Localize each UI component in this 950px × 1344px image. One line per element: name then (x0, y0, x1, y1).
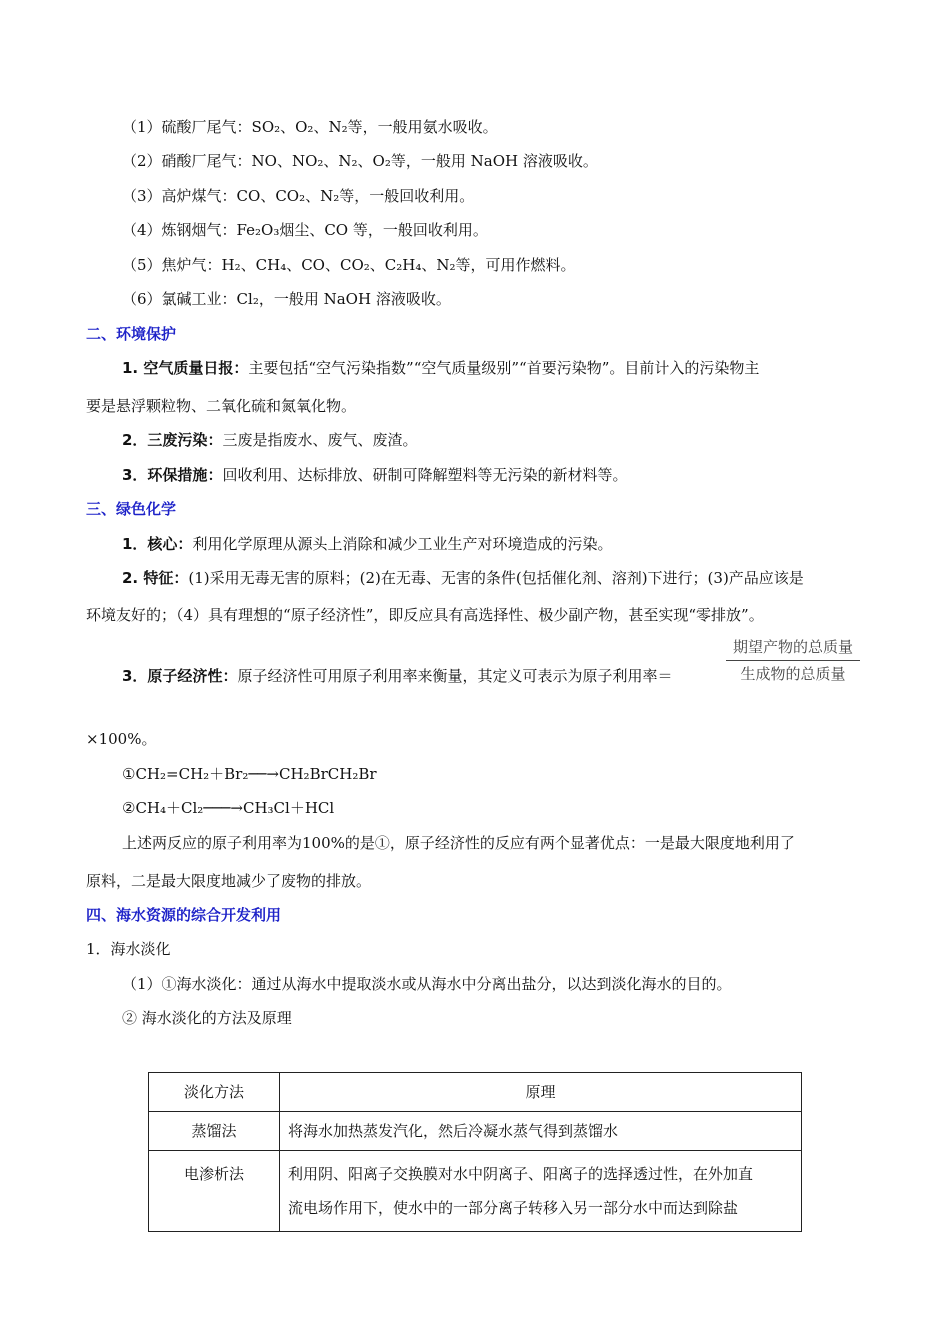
conclusion-paragraph: 上述两反应的原子利用率为100%的是①，原子经济性的反应有两个显著优点：一是最大限度地利用了 (122, 834, 795, 852)
header-method: 淡化方法 (149, 1073, 280, 1112)
atom-economy-label: 3．原子经济性： (122, 667, 238, 685)
atom-economy-tail: ×100%。 (86, 730, 157, 748)
equation-1: ①CH₂=CH₂＋Br₂──→CH₂BrCH₂Br (122, 765, 377, 783)
desalination-subheading: 1．海水淡化 (86, 940, 171, 958)
core-paragraph (122, 534, 612, 554)
air-quality-text-cont: 要是悬浮颗粒物、二氧化硫和氮氧化物。 (86, 397, 357, 415)
table-row (149, 1151, 802, 1232)
features-label: 2. 特征： (122, 569, 189, 587)
three-wastes-label: 2．三废污染： (122, 431, 223, 449)
three-wastes-paragraph (122, 430, 417, 450)
atom-economy-paragraph (122, 666, 672, 686)
gas-item-1: （1）硫酸厂尾气：SO₂、O₂、N₂等，一般用氨水吸收。 (122, 118, 498, 136)
header-principle: 原理 (280, 1073, 802, 1112)
section-heading-green-chemistry: 三、绿色化学 (86, 500, 177, 518)
table-row (149, 1112, 802, 1151)
principle-electrodialysis (280, 1151, 802, 1232)
air-quality-text: 主要包括“空气污染指数”“空气质量级别”“首要污染物”。目前计入的污染物主 (248, 359, 760, 377)
atom-economy-text: 原子经济性可用原子利用率来衡量，其定义可表示为原子利用率＝ (237, 667, 673, 685)
fraction-numerator: 期望产物的总质量 (726, 636, 860, 661)
method-distillation: 蒸馏法 (149, 1112, 280, 1151)
gas-item-3: （3）高炉煤气：CO、CO₂、N₂等，一般回收利用。 (122, 187, 475, 205)
gas-item-5: （5）焦炉气：H₂、CH₄、CO、CO₂、C₂H₄、N₂等，可用作燃料。 (122, 256, 576, 274)
principle-electrodialysis-line1: 利用阴、阳离子交换膜对水中阴离子、阳离子的选择透过性，在外加直 (288, 1165, 754, 1183)
desalination-methods-intro: ② 海水淡化的方法及原理 (122, 1009, 292, 1027)
core-label: 1．核心： (122, 535, 193, 553)
features-text: (1)采用无毒无害的原料；(2)在无毒、无害的条件(包括催化剂、溶剂)下进行；(3)产品应该是 (188, 569, 804, 587)
section-heading-seawater: 四、海水资源的综合开发利用 (86, 906, 282, 924)
fraction-denominator: 生成物的总质量 (740, 665, 846, 683)
principle-electrodialysis-line2: 流电场作用下，使水中的一部分离子转移入另一部分水中而达到除盐 (288, 1199, 739, 1217)
principle-distillation: 将海水加热蒸发汽化，然后冷凝水蒸气得到蒸馏水 (280, 1112, 802, 1151)
atom-utilization-fraction (726, 636, 860, 685)
three-wastes-text: 三废是指废水、废气、废渣。 (222, 431, 418, 449)
equation-2: ②CH₄＋Cl₂───→CH₃Cl＋HCl (122, 799, 335, 817)
desalination-table (148, 1072, 802, 1232)
measures-paragraph (122, 465, 627, 485)
gas-item-6: （6）氯碱工业：Cl₂，一般用 NaOH 溶液吸收。 (122, 290, 451, 308)
measures-label: 3．环保措施： (122, 466, 223, 484)
gas-item-2: （2）硝酸厂尾气：NO、NO₂、N₂、O₂等，一般用 NaOH 溶液吸收。 (122, 152, 598, 170)
core-text: 利用化学原理从源头上消除和减少工业生产对环境造成的污染。 (192, 535, 613, 553)
air-quality-paragraph (122, 358, 759, 378)
method-electrodialysis: 电渗析法 (149, 1151, 280, 1232)
measures-text: 回收利用、达标排放、研制可降解塑料等无污染的新材料等。 (222, 466, 628, 484)
desalination-definition: （1）①海水淡化：通过从海水中提取淡水或从海水中分离出盐分，以达到淡化海水的目的。 (122, 975, 732, 993)
conclusion-paragraph-cont: 原料，二是最大限度地减少了废物的排放。 (86, 872, 372, 890)
features-text-cont: 环境友好的；（4）具有理想的“原子经济性”，即反应具有高选择性、极少副产物，甚至实现“零排放”。 (86, 606, 764, 624)
table-header-row (149, 1073, 802, 1112)
section-heading-environment: 二、环境保护 (86, 325, 177, 343)
air-quality-label: 1. 空气质量日报： (122, 359, 249, 377)
features-paragraph (122, 568, 804, 588)
gas-item-4: （4）炼钢烟气：Fe₂O₃烟尘、CO 等，一般回收利用。 (122, 221, 488, 239)
